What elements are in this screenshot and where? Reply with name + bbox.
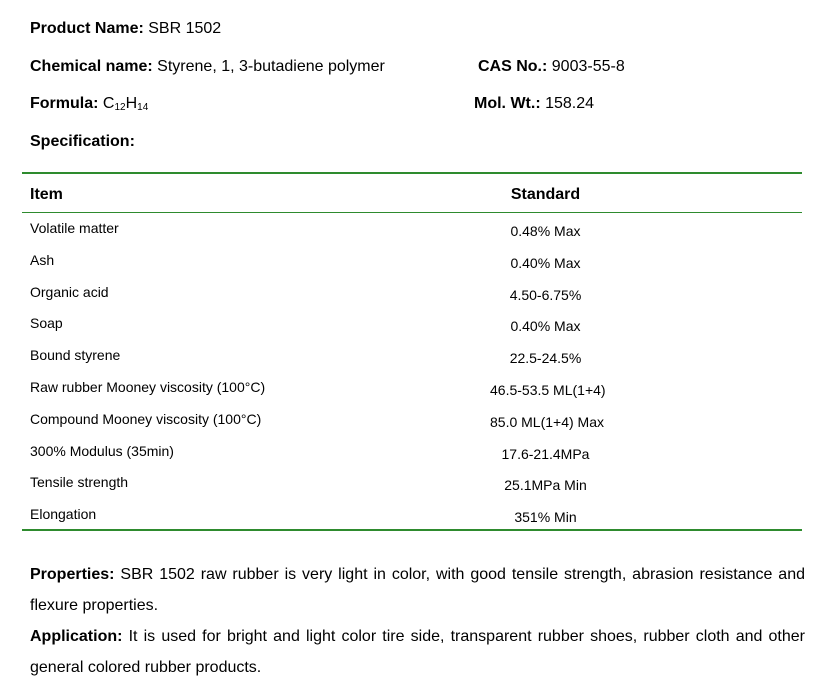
cas-value: 9003-55-8 [551,58,625,75]
specification-heading: Specification: [30,133,135,150]
table-row-item: Bound styrene [30,347,121,363]
chemical-name-line [30,58,385,76]
spec-table [22,172,802,532]
product-name-label: Product Name: [30,20,144,37]
application-text: It is used for bright and light color tire side, transparent rubber shoes, rubber cloth and other general colored rubber products. [30,628,806,676]
chemical-name-value: Styrene, 1, 3-butadiene polymer [157,58,385,75]
properties-paragraph [30,559,805,621]
chemical-name-label: Chemical name: [30,58,153,75]
header-item: Item [30,186,63,203]
table-row-standard: 85.0 ML(1+4) Max [490,414,604,430]
mol-wt-line [474,95,594,113]
table-row-standard: 22.5-24.5% [509,350,582,366]
table-row-standard: 17.6-21.4MPa [501,446,590,462]
properties-text: SBR 1502 raw rubber is very light in color, with good tensile strength, abrasion resistance and flexure properties. [30,566,805,614]
table-top-rule [22,172,802,174]
table-row-item: Tensile strength [30,474,129,490]
formula-label: Formula: [30,95,99,112]
table-row-standard: 0.40% Max [510,255,581,271]
table-row-item: Elongation [30,506,97,522]
application-paragraph [30,621,805,683]
table-row-item: 300% Modulus (35min) [30,443,174,459]
product-name-line [30,20,221,38]
formula-line [30,95,148,113]
mol-wt-value: 158.24 [545,95,595,112]
formula-value: $C_{12}H_{14}$ [102,95,149,113]
table-row-item: Soap [30,315,63,331]
table-row-standard: 25.1MPa Min [504,477,587,493]
table-row-item: Raw rubber Mooney viscosity (100°C) [30,379,266,395]
table-row-item: Volatile matter [30,220,119,236]
product-name-value: SBR 1502 [148,20,222,37]
cas-line [478,58,625,76]
table-row-item: Organic acid [30,284,109,300]
mol-wt-label: Mol. Wt.: [474,95,541,112]
table-row-standard: 46.5-53.5 ML(1+4) [490,382,606,398]
header-standard: Standard [510,186,581,203]
table-header-rule [22,212,802,213]
table-row-standard: 0.40% Max [510,318,581,334]
table-bottom-rule [22,529,802,531]
properties-label: Properties: [30,566,115,583]
application-label: Application: [30,628,123,645]
cas-label: CAS No.: [478,58,548,75]
table-row-standard: 0.48% Max [510,223,581,239]
table-row-standard: 4.50-6.75% [509,287,582,303]
table-row-standard: 351% Min [514,509,577,525]
table-row-item: Ash [30,252,55,268]
table-row-item: Compound Mooney viscosity (100°C) [30,411,262,427]
